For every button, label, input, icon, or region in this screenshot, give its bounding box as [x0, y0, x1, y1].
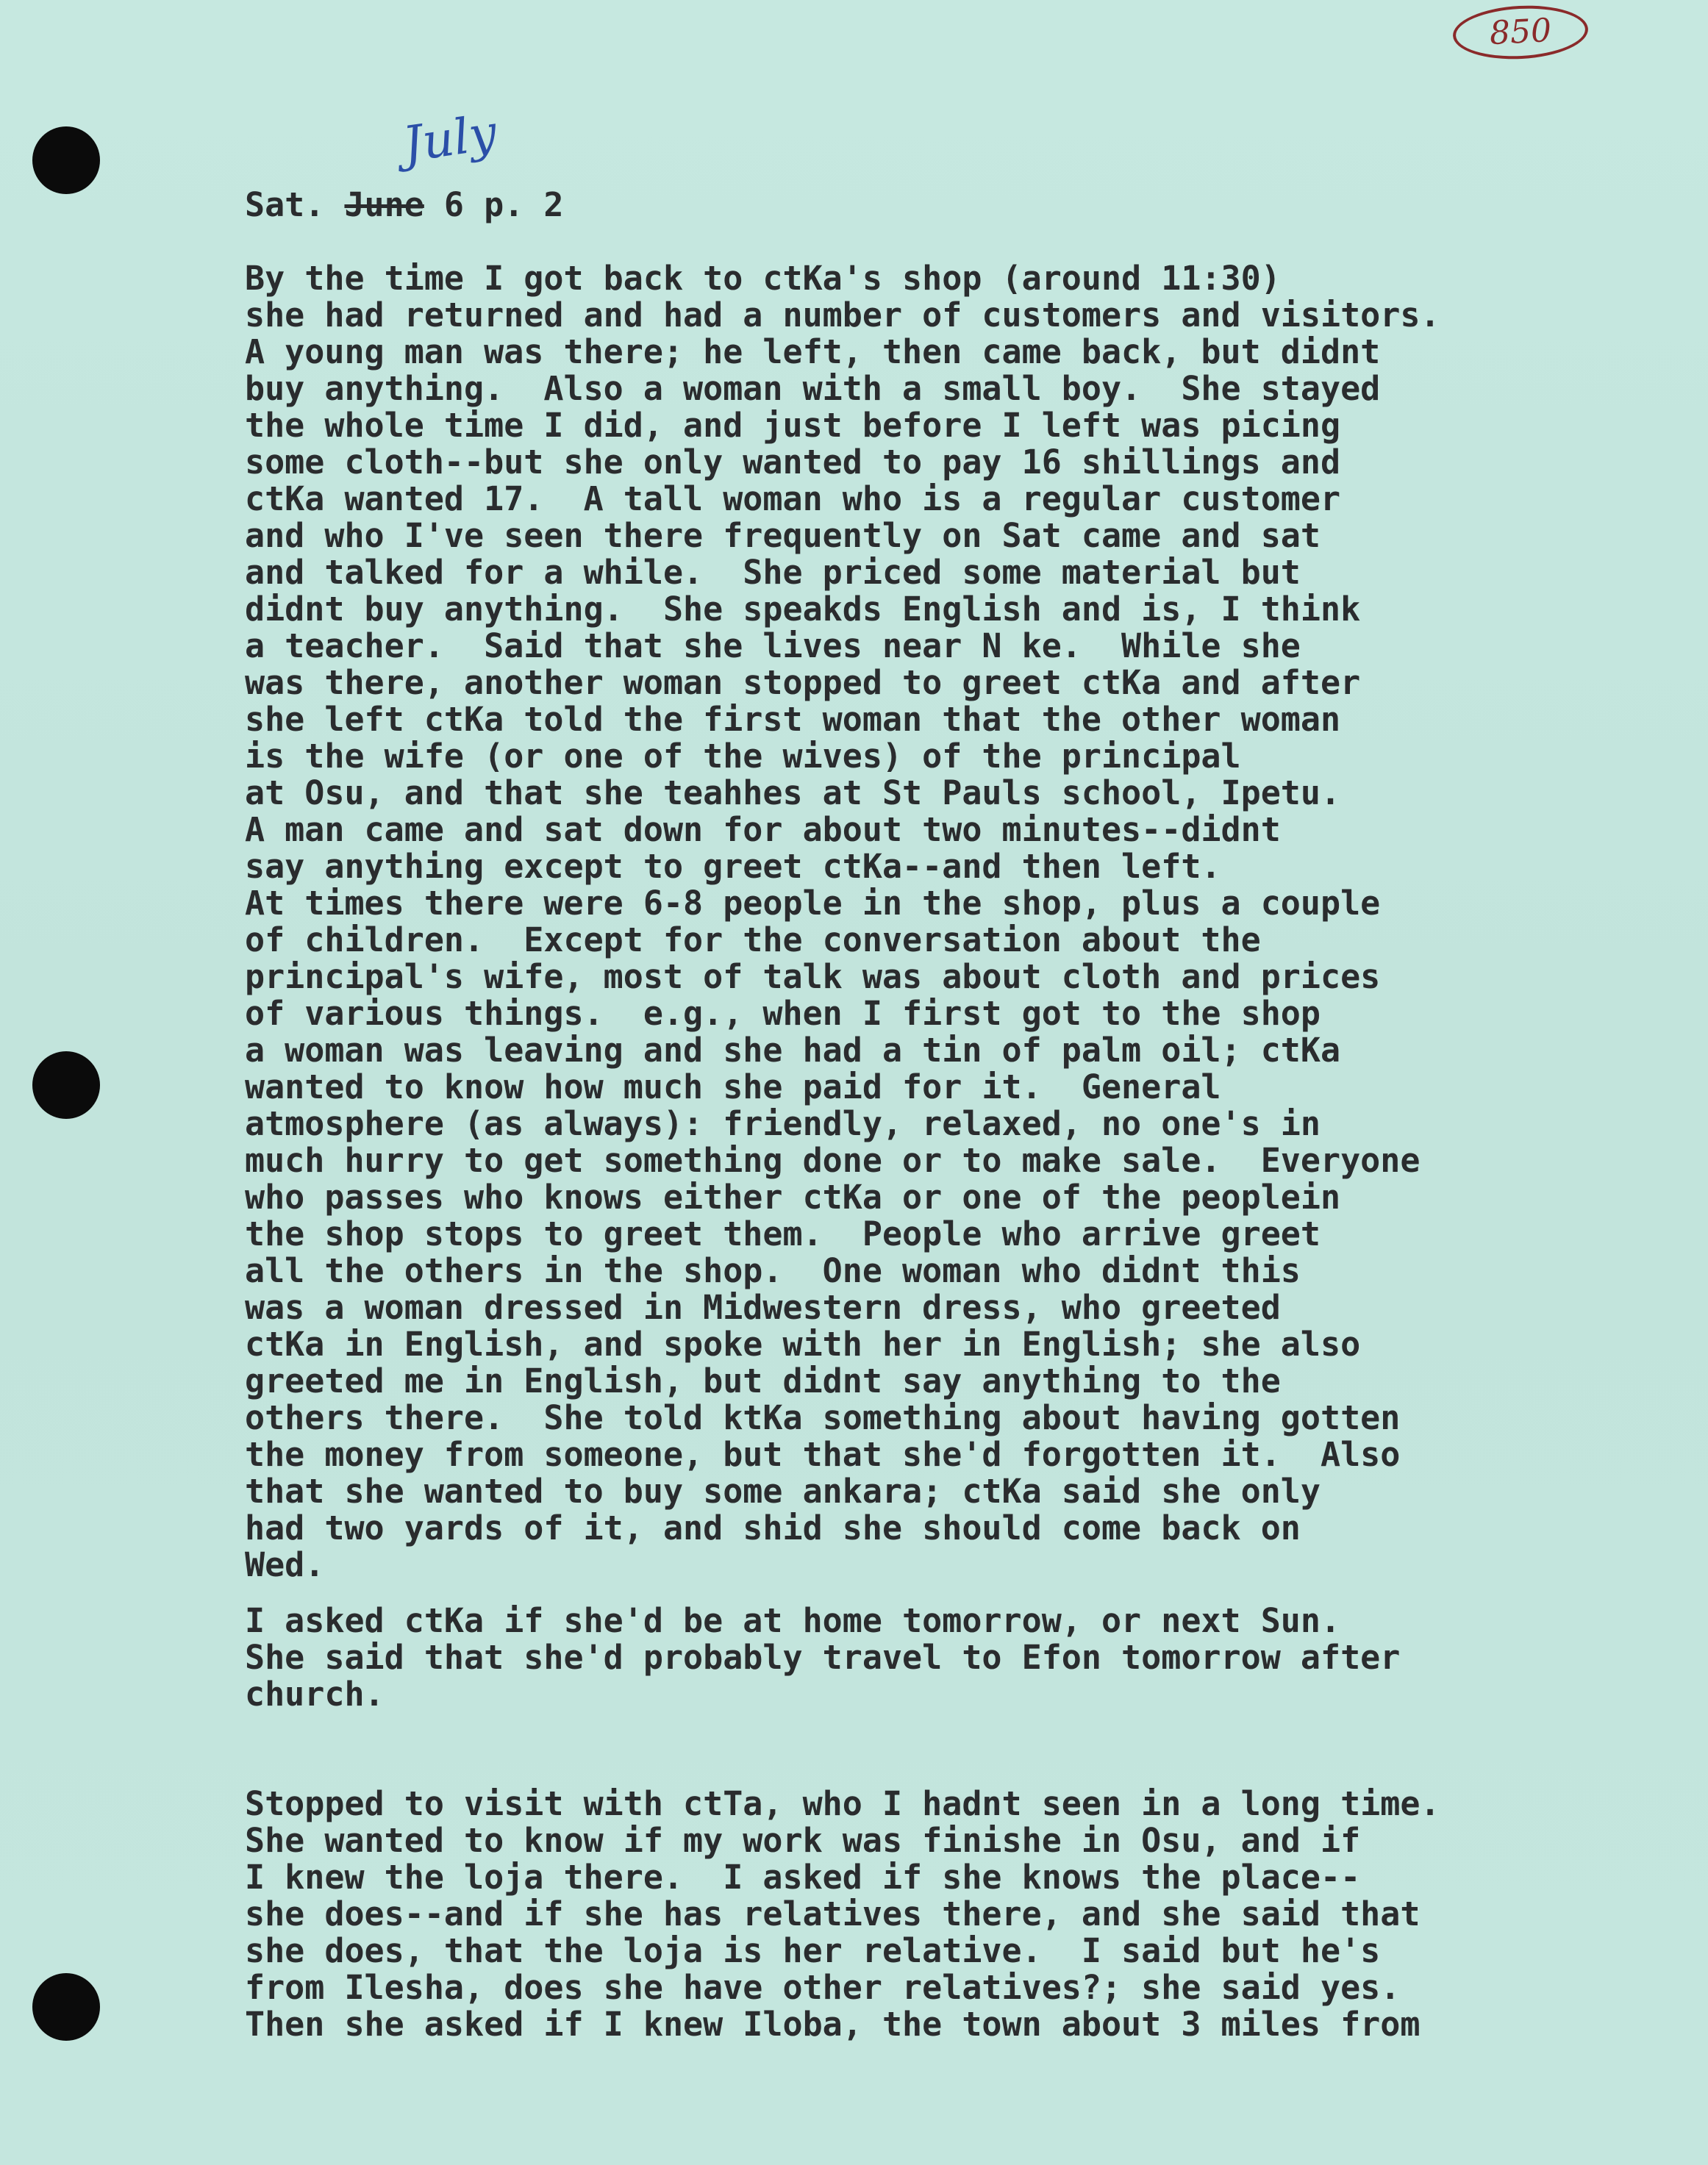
page-header [245, 187, 1583, 223]
punch-hole-middle [32, 1051, 100, 1119]
header-rest: 6 p. 2 [424, 185, 564, 224]
page-number-stamp: 850 [1451, 2, 1590, 62]
punch-hole-top [32, 126, 100, 194]
paragraph-asked-ctka: I asked ctKa if she'd be at home tomorrow, or next Sun. She said that she'd probably travel to Efon tomorrow after church. [245, 1601, 1401, 1714]
header-day: Sat. [245, 185, 325, 224]
paragraph-visit-ctta: Stopped to visit with ctTa, who I hadnt seen in a long time. She wanted to know if my work was finishe in Osu, and if I knew the loja there. I asked if she knows the place-- she does--and if she has relatives there, and she said that she does, that the loja is her relative. I said but he's from Ilesha, does she have other relatives?; she said yes. Then she asked if I knew Iloba, the town about 3 miles from [245, 1784, 1440, 2044]
handwritten-month-correction: July [399, 104, 501, 173]
paragraph-shop-visit: By the time I got back to ctKa's shop (around 11:30) she had returned and had a number of customers and visitors. A young man was there; he left, then came back, but didnt buy anything. Also a woman with a small boy. She stayed the whole time I did, and just before I left was picing some cloth--but she only wanted to pay 16 shillings and ctKa wanted 17. A tall woman who is a regular customer and who I've seen there frequently on Sat came and sat and talked for a while. She priced some material but didnt buy anything. She speakds English and is, I think a teacher. Said that she lives near N ke. While she was there, another woman stopped to greet ctKa and after she left ctKa told the first woman that the other woman is the wife (or one of the wives) of the principal at Osu, and that she teahhes at St Pauls school, Ipetu. A man came and sat down for about two minutes--didnt say anything except to greet ctKa--and then left. At times there were 6-8 people in the shop, plus a couple of children. Except for the conversation about the principal's wife, most of talk was about cloth and prices of various things. e.g., when I first got to the shop a woman was leaving and she had a tin of palm oil; ctKa wanted to know how much she paid for it. General atmosphere (as always): friendly, relaxed, no one's in much hurry to get something done or to make sale. Everyone who passes who knows either ctKa or one of the peoplein the shop stops to greet them. People who arrive greet all the others in the shop. One woman who didnt this was a woman dressed in Midwestern dress, who greeted ctKa in English, and spoke with her in English; she also greeted me in English, but didnt say anything to the others there. She told ktKa something about having gotten the money from someone, but that she'd forgotten it. Also that she wanted to buy some ankara; ctKa said she only had two yards of it, and shid she should come back on Wed. [245, 259, 1440, 1584]
punch-hole-bottom [32, 1973, 100, 2041]
header-struck-month: June [344, 185, 424, 224]
